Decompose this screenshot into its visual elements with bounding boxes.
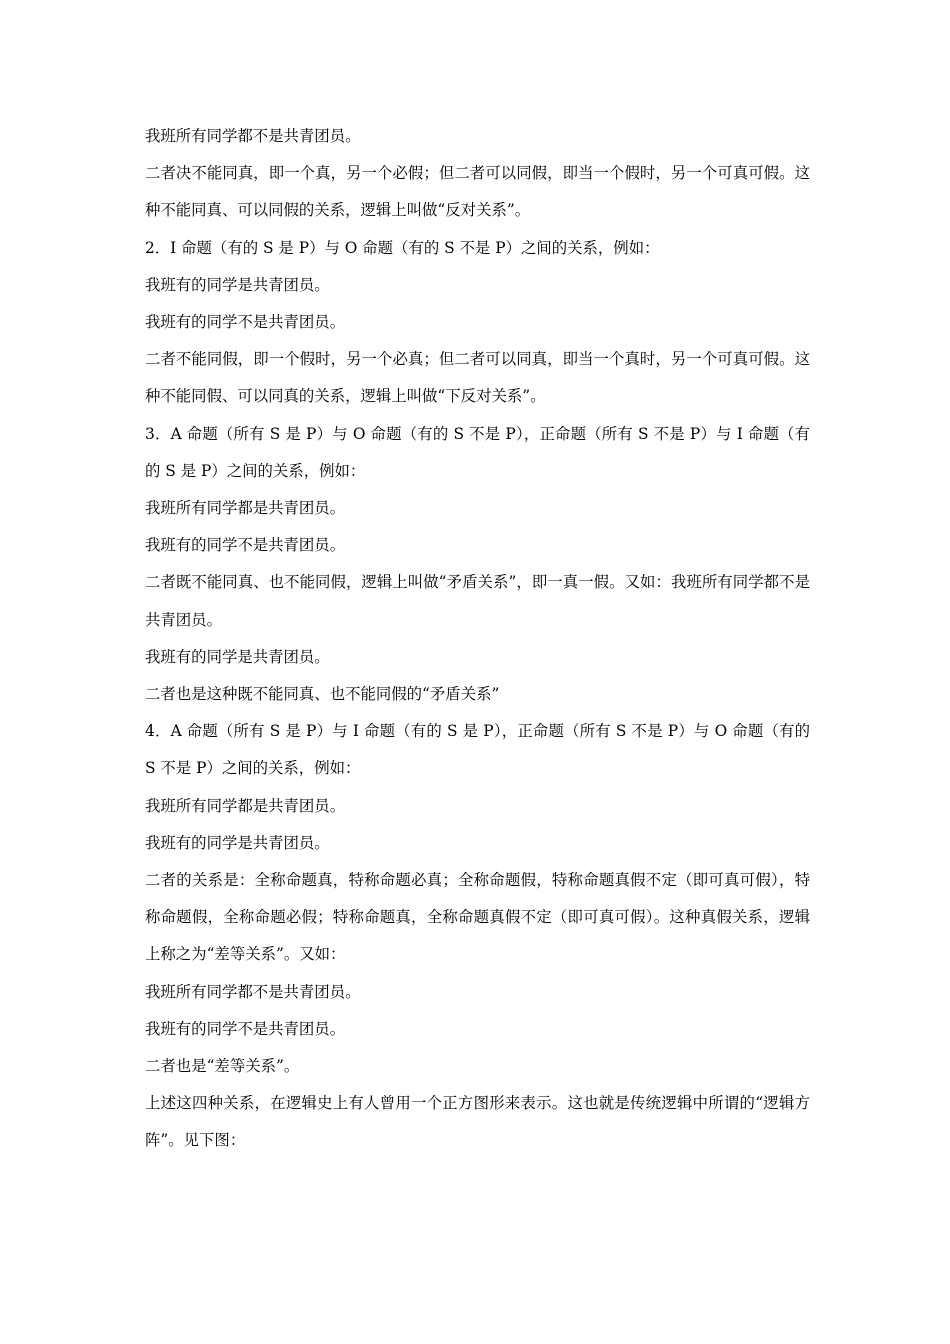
paragraph-1: 我班所有同学都不是共青团员。 [145,127,361,145]
paragraph-19: 二者也是“差等关系”。 [145,1057,300,1076]
paragraph-12: 二者也是这种既不能同真、也不能同假的“矛盾关系” [145,685,500,704]
paragraph-2: 二者决不能同真，即一个真，另一个必假；但二者可以同假，即当一个假时，另一个可真可假。这种不能同真、可以同假的关系，逻辑上叫做“反对关系”。 [145,164,810,220]
paragraph-7: 3．A 命题（所有 S 是 P）与 O 命题（有的 S 不是 P），正命题（所有 S 不是 P）与 I 命题（有的 S 是 P）之间的关系，例如： [145,424,810,480]
paragraph-4: 我班有的同学是共青团员。 [145,275,330,294]
paragraph-17: 我班所有同学都不是共青团员。 [145,982,361,1001]
paragraph-18: 我班有的同学不是共青团员。 [145,1019,346,1038]
paragraph-20: 上述这四种关系，在逻辑史上有人曾用一个正方图形来表示。这也就是传统逻辑中所谓的“逻辑方阵”。见下图： [145,1094,810,1150]
paragraph-3: 2．I 命题（有的 S 是 P）与 O 命题（有的 S 不是 P）之间的关系，例如： [145,238,660,257]
paragraph-5: 我班有的同学不是共青团员。 [145,313,346,332]
paragraph-14: 我班所有同学都是共青团员。 [145,796,346,815]
document-body [145,118,810,1160]
paragraph-16: 二者的关系是：全称命题真，特称命题必真；全称命题假，特称命题真假不定（即可真可假），特称命题假，全称命题必假；特称命题真，全称命题真假不定（即可真可假）。这种真假关系，逻辑上称之为“差等关系”。又如： [145,871,810,964]
paragraph-8: 我班所有同学都是共青团员。 [145,499,346,518]
paragraph-15: 我班有的同学是共青团员。 [145,833,330,852]
paragraph-10: 二者既不能同真、也不能同假，逻辑上叫做“矛盾关系”，即一真一假。又如：我班所有同学都不是共青团员。 [145,573,810,629]
paragraph-9: 我班有的同学不是共青团员。 [145,536,346,555]
paragraph-11: 我班有的同学是共青团员。 [145,647,330,666]
paragraph-13: 4．A 命题（所有 S 是 P）与 I 命题（有的 S 是 P），正命题（所有 S 不是 P）与 O 命题（有的 S 不是 P）之间的关系，例如： [145,722,810,778]
paragraph-6: 二者不能同假，即一个假时，另一个必真；但二者可以同真，即当一个真时，另一个可真可假。这种不能同假、可以同真的关系，逻辑上叫做“下反对关系”。 [145,350,810,406]
